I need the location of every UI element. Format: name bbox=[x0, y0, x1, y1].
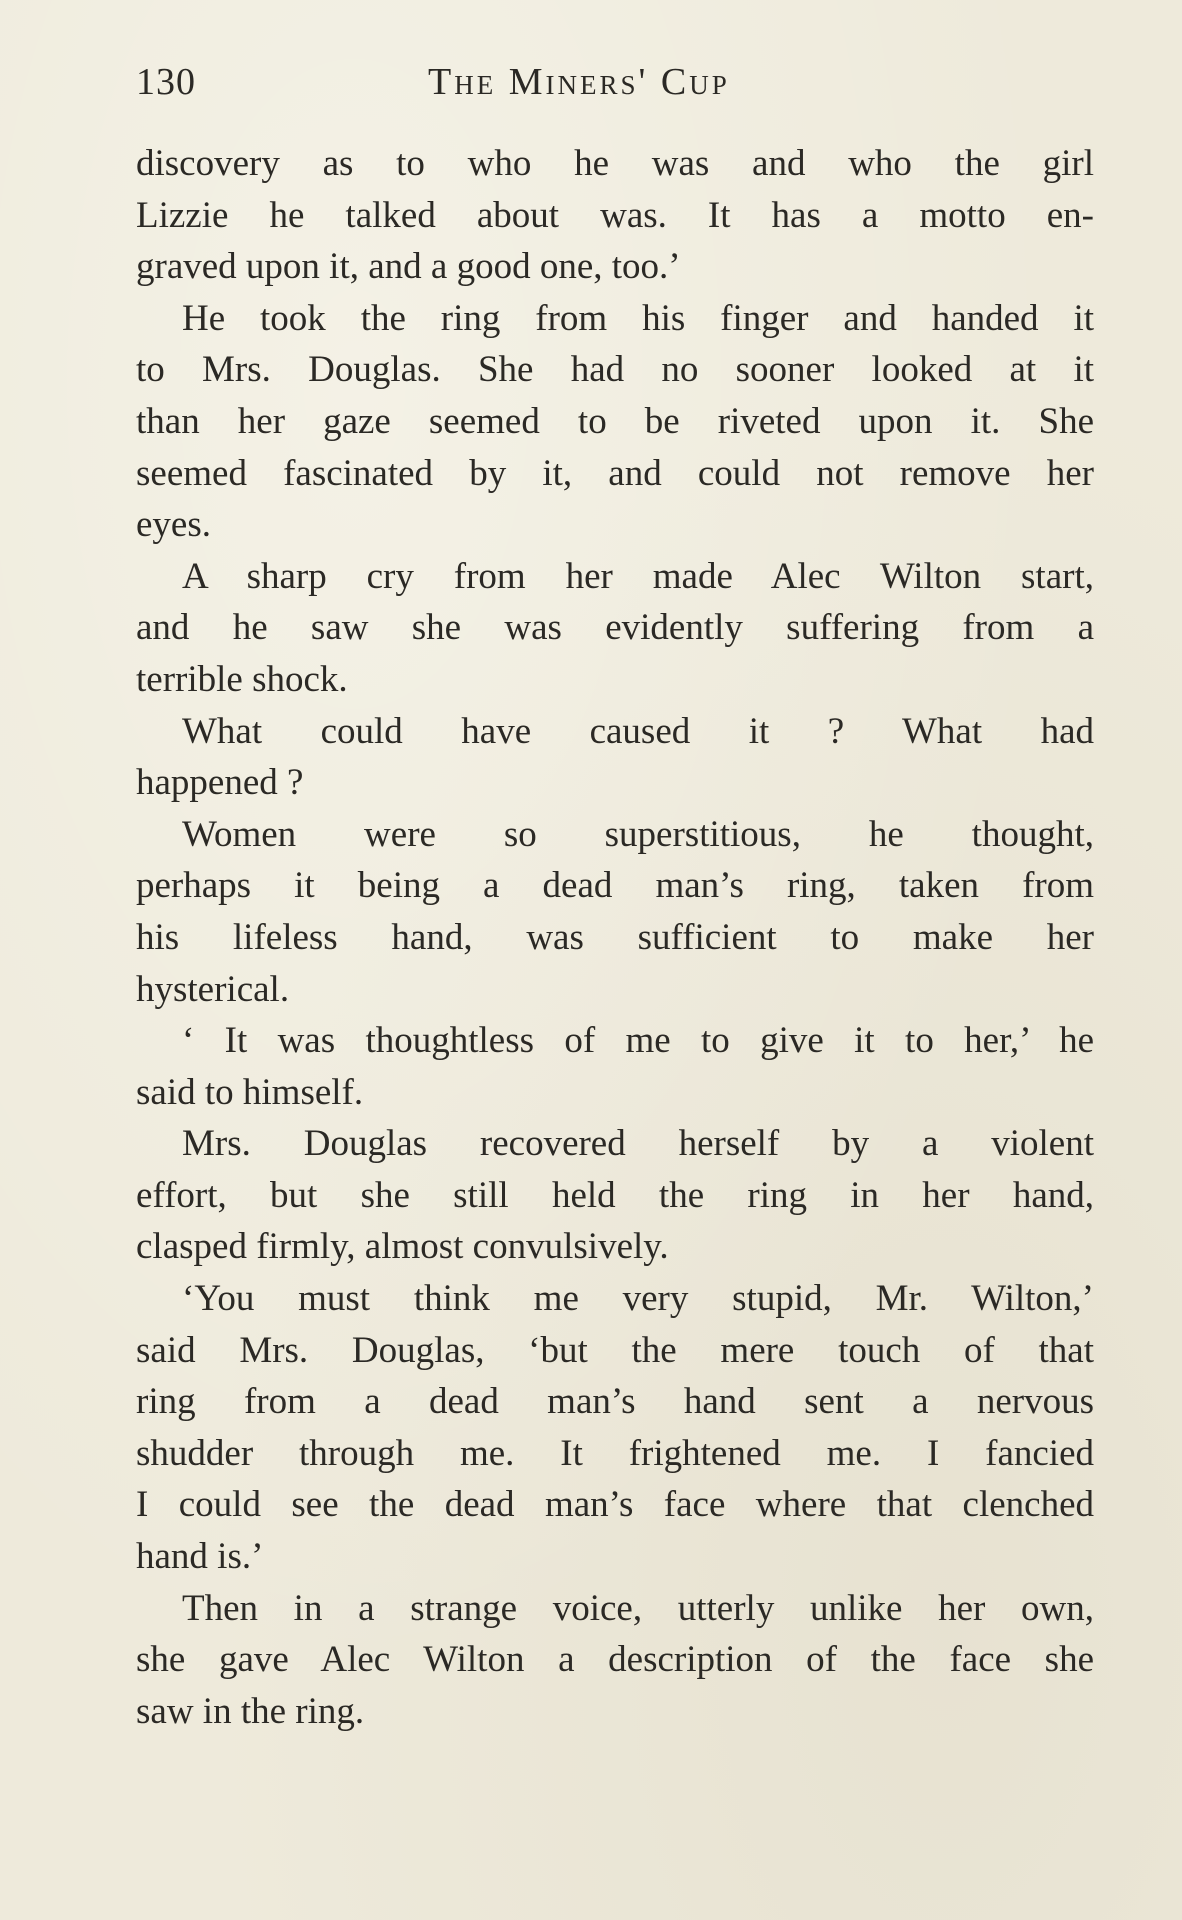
text-line: hand is.’ bbox=[136, 1536, 264, 1578]
text-line: and he saw she was evidently suffering from a bbox=[136, 607, 1094, 649]
text-line: than her gaze seemed to be riveted upon it. She bbox=[136, 400, 1094, 442]
text-line: ‘You must think me very stupid, Mr. Wilton,’ bbox=[182, 1278, 1094, 1320]
text-line: seemed fascinated by it, and could not remove her bbox=[136, 452, 1094, 494]
text-line: ‘ It was thoughtless of me to give it to her,’ he bbox=[182, 1020, 1094, 1062]
text-line: hysterical. bbox=[136, 968, 290, 1010]
body-text bbox=[136, 138, 1094, 1737]
text-line: eyes. bbox=[136, 504, 211, 546]
text-line: said Mrs. Douglas, ‘but the mere touch of that bbox=[136, 1329, 1094, 1371]
text-line: perhaps it being a dead man’s ring, taken from bbox=[136, 865, 1094, 907]
text-line: I could see the dead man’s face where that clenched bbox=[136, 1484, 1094, 1526]
text-line: A sharp cry from her made Alec Wilton start, bbox=[182, 555, 1094, 597]
text-line: clasped firmly, almost convulsively. bbox=[136, 1226, 669, 1268]
text-line: ring from a dead man’s hand sent a nervous bbox=[136, 1381, 1094, 1423]
text-line: Women were so superstitious, he thought, bbox=[182, 813, 1094, 855]
text-line: his lifeless hand, was sufficient to make her bbox=[136, 916, 1094, 958]
text-line: discovery as to who he was and who the girl bbox=[136, 143, 1094, 184]
text-line: shudder through me. It frightened me. I fancied bbox=[136, 1432, 1094, 1474]
text-line: she gave Alec Wilton a description of the face she bbox=[136, 1639, 1094, 1681]
text-line: said to himself. bbox=[136, 1071, 364, 1113]
text-line: effort, but she still held the ring in her hand, bbox=[136, 1174, 1094, 1216]
running-title: The Miners' Cup bbox=[428, 61, 730, 103]
text-line: Then in a strange voice, utterly unlike her own, bbox=[182, 1587, 1094, 1629]
text-line: happened ? bbox=[136, 762, 304, 804]
text-line: graved upon it, and a good one, too.’ bbox=[136, 246, 681, 288]
text-line: terrible shock. bbox=[136, 658, 348, 700]
page-number: 130 bbox=[136, 61, 196, 103]
text-line: Mrs. Douglas recovered herself by a violent bbox=[182, 1123, 1094, 1165]
text-line: to Mrs. Douglas. She had no sooner looked at it bbox=[136, 349, 1094, 391]
text-line: saw in the ring. bbox=[136, 1690, 365, 1732]
text-line: He took the ring from his finger and handed it bbox=[182, 297, 1094, 339]
text-line: What could have caused it ? What had bbox=[182, 710, 1094, 752]
text-line: Lizzie he talked about was. It has a motto en- bbox=[136, 194, 1094, 236]
running-head bbox=[136, 60, 1096, 110]
